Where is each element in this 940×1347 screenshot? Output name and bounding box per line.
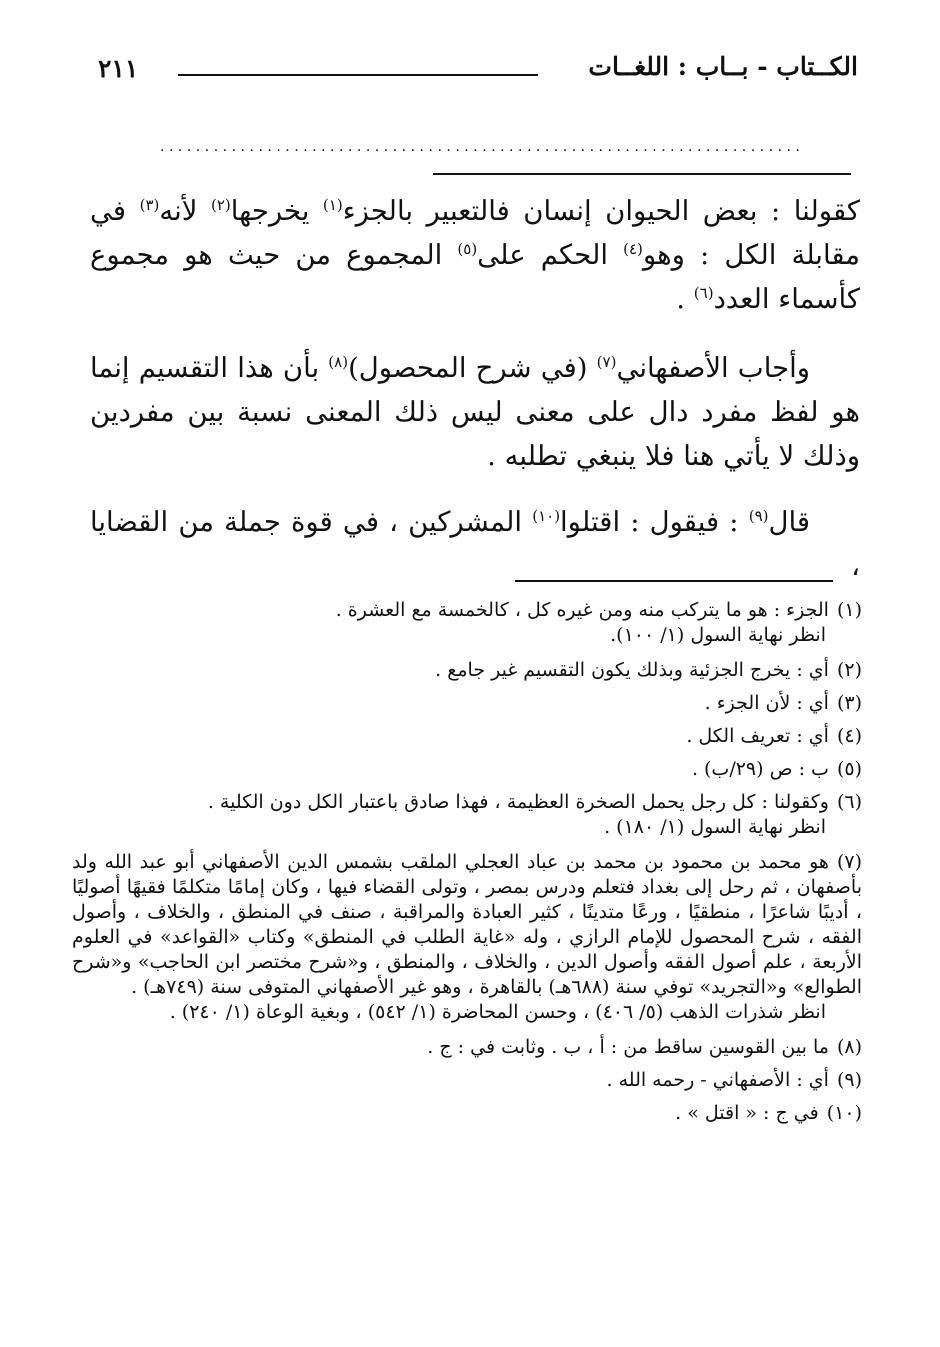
body-text: كقولنا : بعض الحيوان إنسان فالتعبير بالجزء: [342, 195, 860, 227]
body-text: لأنه: [159, 195, 211, 227]
footnote-ref-7: (٧): [596, 353, 617, 371]
footnote-ref-1: (١): [322, 196, 343, 214]
footnote-1-source: انظر نهاية السول (١/ ١٠٠).: [610, 624, 826, 646]
running-header-title: الكــتاب - بــاب : اللغــات: [588, 52, 858, 81]
body-text: المشركين ، في قوة جملة من القضايا ،: [90, 506, 860, 582]
body-text: وأجاب الأصفهاني: [616, 352, 810, 384]
footnote-3: [72, 691, 862, 716]
footnote-text: أي : الأصفهاني - رحمه الله .: [606, 1069, 829, 1091]
footnote-number: (١): [836, 599, 862, 621]
body-paragraph-2: [90, 346, 860, 478]
footnote-text: ب : ص (٢٩/ب) .: [691, 758, 829, 780]
footnote-text: وكقولنا : كل رجل يحمل الصخرة العظيمة ، فهذا صادق باعتبار الكل دون الكلية .: [207, 791, 829, 813]
footnote-ref-9: (٩): [748, 507, 769, 525]
footnote-4: [72, 724, 862, 749]
page-number: ٢١١: [98, 54, 139, 83]
body-text: : فيقول : اقتلوا: [560, 506, 749, 538]
footnote-number: (٨): [836, 1036, 862, 1058]
footnote-number: (٦): [836, 791, 862, 813]
footnote-ref-5: (٥): [457, 240, 478, 258]
top-rule: [433, 173, 851, 175]
footnote-text: الجزء : هو ما يتركب منه ومن غيره كل ، كالخمسة مع العشرة .: [335, 599, 829, 621]
footnote-text: في ج : « اقتل » .: [675, 1102, 819, 1124]
footnote-6-source: انظر نهاية السول (١/ ١٨٠) .: [604, 816, 826, 838]
footnote-text: ما بين القوسين ساقط من : أ ، ب . وثابت في : ج .: [427, 1036, 829, 1058]
body-text: .: [676, 283, 694, 315]
footnote-number: (٧): [836, 851, 862, 873]
footnote-number: (٢): [836, 659, 862, 681]
footnote-number: (٣): [836, 692, 862, 714]
footnote-7-source: انظر شذرات الذهب (٥/ ٤٠٦) ، وحسن المحاضرة (١/ ٥٤٢) ، وبغية الوعاة (١/ ٢٤٠) .: [169, 1001, 826, 1023]
header-rule: [178, 74, 538, 76]
footnote-number: (٤): [836, 725, 862, 747]
body-text: قال: [768, 506, 810, 538]
footnote-7: [72, 850, 862, 1000]
footnote-9: [72, 1068, 862, 1093]
body-paragraph-3: [90, 500, 860, 588]
footnote-ref-10: (١٠): [532, 507, 561, 525]
body-text: المجموع من حيث هو مجموع كأسماء العدد: [90, 239, 860, 315]
footnote-text: أي : تعريف الكل .: [686, 725, 829, 747]
body-text: في مقابلة الكل : وهو: [90, 195, 860, 271]
footnote-number: (٩): [836, 1069, 862, 1091]
footnote-ref-4: (٤): [623, 240, 643, 258]
footnote-text: أي : يخرج الجزئية وبذلك يكون التقسيم غير جامع .: [435, 659, 829, 681]
footnote-number: (١٠): [826, 1102, 862, 1124]
footnote-ref-3: (٣): [139, 196, 160, 214]
footnote-8: [72, 1035, 862, 1060]
footnote-number: (٥): [836, 758, 862, 780]
footnote-1: [72, 598, 862, 623]
body-text: الحكم على: [477, 239, 624, 271]
footnote-10: [72, 1101, 862, 1126]
footnote-separator: [515, 580, 833, 582]
footnote-ref-8: (٨): [328, 353, 349, 371]
footnote-6: [72, 790, 862, 815]
footnote-ref-2: (٢): [210, 196, 231, 214]
footnote-5: [72, 757, 862, 782]
body-text: (في شرح المحصول): [348, 352, 597, 384]
body-text: بأن هذا التقسيم إنما هو لفظ مفرد دال على معنى ليس ذلك المعنى نسبة بين مفردين وذلك لا يأتي هنا فلا ينبغي تطلبه .: [90, 352, 860, 472]
footnote-text: أي : لأن الجزء .: [704, 692, 829, 714]
footnote-text: هو محمد بن محمود بن محمد بن عباد العجلي الملقب بشمس الدين الأصفهاني أبو عبد الله ولد بأصفهان ، ثم رحل إلى بغداد فتعلم ودرس بمصر ، وتولى القضاء فيها ، وكان إمامًا متكلمًا فقيهًا أصوليًا ، أديبًا شاعرًا ، منطقيًا ، ورعًا متدينًا ، كثير العبادة والمراقبة ، صنف في المنطق ، والخلاف ، وأصول الفقه ، شرح المحصول للإمام الرازي ، وله «غاية الطلب في المنطق» وكتاب «القواعد» في العلوم الأربعة ، علم أصول الفقه وأصول الدين ، والخلاف ، والمنطق ، و«شرح مختصر ابن الحاجب» و«شرح الطوالع» و«التجريد» توفي سنة (٦٨٨هـ) بالقاهرة ، وهو غير الأصفهاني المتوفى سنة (٧٤٩هـ) .: [72, 851, 862, 998]
footnotes: [72, 598, 862, 1126]
body-paragraph-1: [90, 189, 860, 321]
body-text: يخرجها: [230, 195, 323, 227]
footnote-2: [72, 658, 862, 683]
footnote-ref-6: (٦): [693, 284, 714, 302]
dot-leader: ........................................................................: [160, 140, 805, 154]
